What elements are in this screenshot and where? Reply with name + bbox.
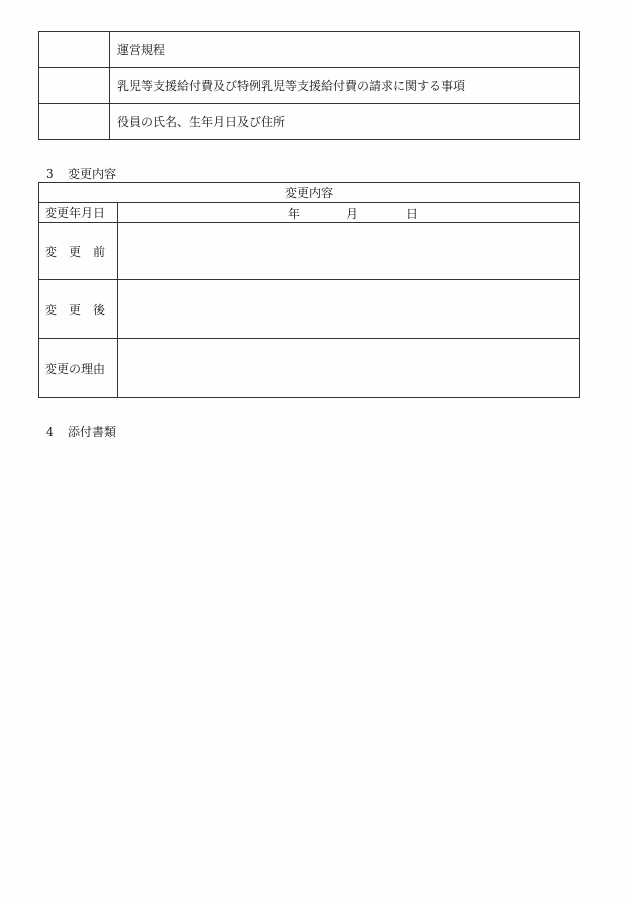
day-label: 日	[406, 207, 419, 221]
item-operating-rules: 運営規程	[110, 32, 580, 68]
change-table-header: 変更内容	[39, 183, 580, 203]
table-row	[39, 32, 580, 68]
row-label-cell	[39, 32, 110, 68]
section-4-title: 添付書類	[68, 425, 117, 439]
table-row	[39, 223, 580, 280]
section-4-heading	[46, 423, 116, 440]
before-change-label: 変 更 前	[39, 223, 118, 280]
section-4-number: 4	[46, 425, 54, 439]
item-officers-info: 役員の氏名、生年月日及び住所	[110, 104, 580, 140]
table-row	[39, 339, 580, 398]
change-reason-value[interactable]	[118, 339, 580, 398]
top-items-table	[38, 31, 580, 140]
after-change-label: 変 更 後	[39, 280, 118, 339]
table-header-row	[39, 183, 580, 203]
month-label: 月	[346, 207, 359, 221]
change-date-label: 変更年月日	[39, 203, 118, 223]
section-3-number: 3	[46, 167, 54, 181]
table-row	[39, 280, 580, 339]
year-label: 年	[288, 207, 301, 221]
after-change-value[interactable]	[118, 280, 580, 339]
section-3-heading	[46, 165, 116, 182]
change-details-table	[38, 182, 580, 398]
section-3-title: 変更内容	[68, 167, 117, 181]
change-date-value[interactable]	[118, 203, 580, 223]
row-label-cell	[39, 68, 110, 104]
item-billing-matters: 乳児等支援給付費及び特例乳児等支援給付費の請求に関する事項	[110, 68, 580, 104]
row-label-cell	[39, 104, 110, 140]
table-row	[39, 104, 580, 140]
table-row	[39, 68, 580, 104]
before-change-value[interactable]	[118, 223, 580, 280]
change-reason-label: 変更の理由	[39, 339, 118, 398]
date-row	[39, 203, 580, 223]
